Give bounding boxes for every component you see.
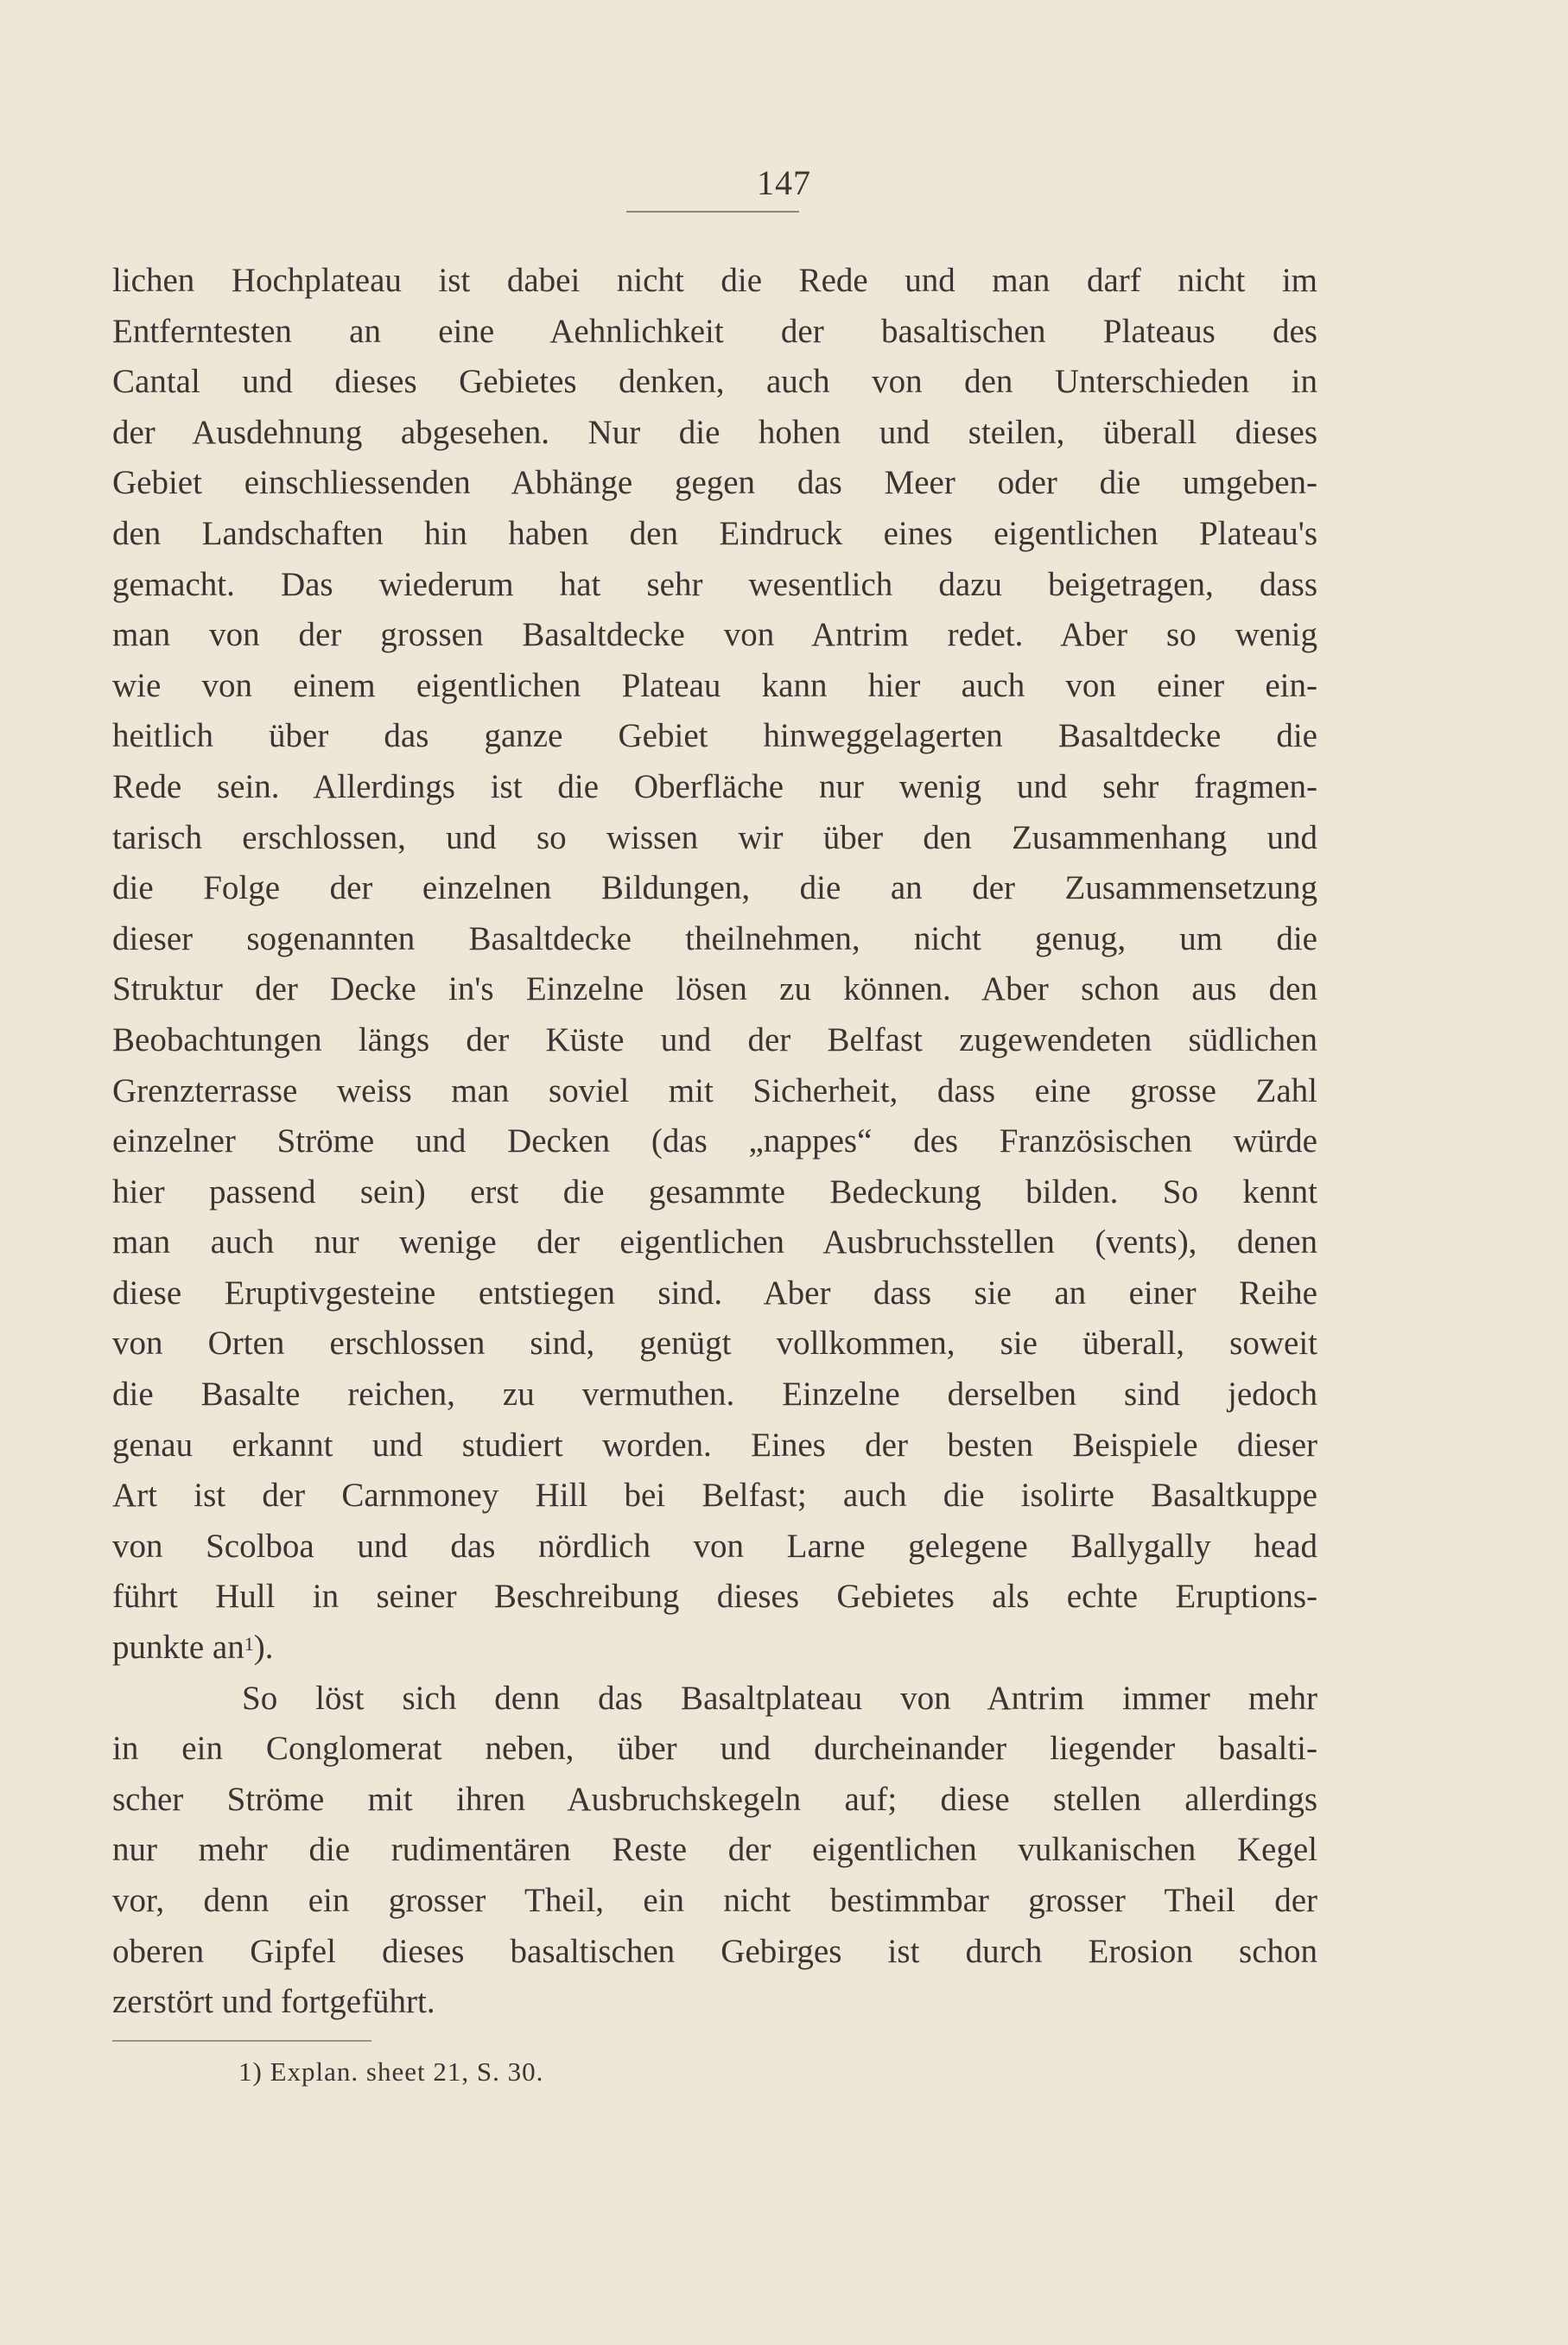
text-line: tarisch erschlossen, und so wissen wir über den Zusammenhang und [112,818,1317,856]
text-line: wie von einem eigentlichen Plateau kann hier auch von einer ein- [112,666,1317,704]
paragraph-end-line [112,1623,1317,1674]
text-line: in ein Conglomerat neben, über und durcheinander liegender basalti- [112,1730,1317,1768]
header-rule [626,211,799,213]
footnote-rule [112,2040,371,2042]
text-line: hier passend sein) erst die gesammte Bedeckung bilden. So kennt [112,1172,1317,1211]
text-line: die Folge der einzelnen Bildungen, die an der Zusammensetzung [112,869,1317,907]
paragraph-end-punct: ). [253,1629,274,1667]
text-line: man auch nur wenige der eigentlichen Ausbruchsstellen (vents), denen [112,1223,1317,1261]
text-line: den Landschaften hin haben den Eindruck eines eigentlichen Plateau's [112,514,1317,552]
text-line: Rede sein. Allerdings ist die Oberfläche nur wenig und sehr fragmen- [112,767,1317,805]
text-line: oberen Gipfel dieses basaltischen Gebirges ist durch Erosion schon [112,1932,1317,1970]
text-line: diese Eruptivgesteine entstiegen sind. Aber dass sie an einer Reihe [112,1274,1317,1312]
text-line: Art ist der Carnmoney Hill bei Belfast; auch die isolirte Basaltkuppe [112,1477,1317,1515]
text-line: Beobachtungen längs der Küste und der Belfast zugewendeten südlichen [112,1020,1317,1058]
paragraph-end-text: punkte an [112,1629,244,1667]
text-line: von Orten erschlossen sind, genügt vollkommen, sie überall, soweit [112,1325,1317,1363]
text-line: So löst sich denn das Basaltplateau von Antrim immer mehr [242,1679,1317,1717]
text-line: von Scolboa und das nördlich von Larne gelegene Ballygally head [112,1527,1317,1565]
text-line: Grenzterrasse weiss man soviel mit Sicherheit, dass eine grosse Zahl [112,1071,1317,1109]
text-line: Struktur der Decke in's Einzelne lösen zu können. Aber schon aus den [112,970,1317,1008]
text-line: Entferntesten an eine Aehnlichkeit der basaltischen Plateaus des [112,312,1317,350]
text-line: Cantal und dieses Gebietes denken, auch von den Unterschieden in [112,363,1317,401]
text-line: genau erkannt und studiert worden. Eines der besten Beispiele dieser [112,1426,1317,1464]
text-line: scher Ströme mit ihren Ausbruchskegeln auf; diese stellen allerdings [112,1780,1317,1818]
text-line: zerstört und fortgeführt. [112,1983,435,2021]
text-line: einzelner Ströme und Decken (das „nappes“ des Französischen würde [112,1122,1317,1160]
page-number: 147 [757,163,811,202]
text-line: führt Hull in seiner Beschreibung dieses Gebietes als echte Eruptions- [112,1578,1317,1616]
text-line: gemacht. Das wiederum hat sehr wesentlich dazu beigetragen, dass [112,565,1317,603]
footnote-ref: 1 [244,1633,254,1655]
text-line: vor, denn ein grosser Theil, ein nicht bestimmbar grosser Theil der [112,1882,1317,1919]
text-line: dieser sogenannten Basaltdecke theilnehmen, nicht genug, um die [112,919,1317,957]
text-line: die Basalte reichen, zu vermuthen. Einzelne derselben sind jedoch [112,1376,1317,1414]
text-line: nur mehr die rudimentären Reste der eigentlichen vulkanischen Kegel [112,1831,1317,1869]
footnote: 1) Explan. sheet 21, S. 30. [238,2056,544,2087]
text-line: lichen Hochplateau ist dabei nicht die Rede und man darf nicht im [112,262,1317,299]
text-line: man von der grossen Basaltdecke von Antrim redet. Aber so wenig [112,616,1317,654]
text-line: heitlich über das ganze Gebiet hinweggelagerten Basaltdecke die [112,717,1317,755]
main-text [112,256,1317,2028]
text-line: der Ausdehnung abgesehen. Nur die hohen und steilen, überall dieses [112,413,1317,451]
text-line: Gebiet einschliessenden Abhänge gegen das Meer oder die umgeben- [112,464,1317,502]
